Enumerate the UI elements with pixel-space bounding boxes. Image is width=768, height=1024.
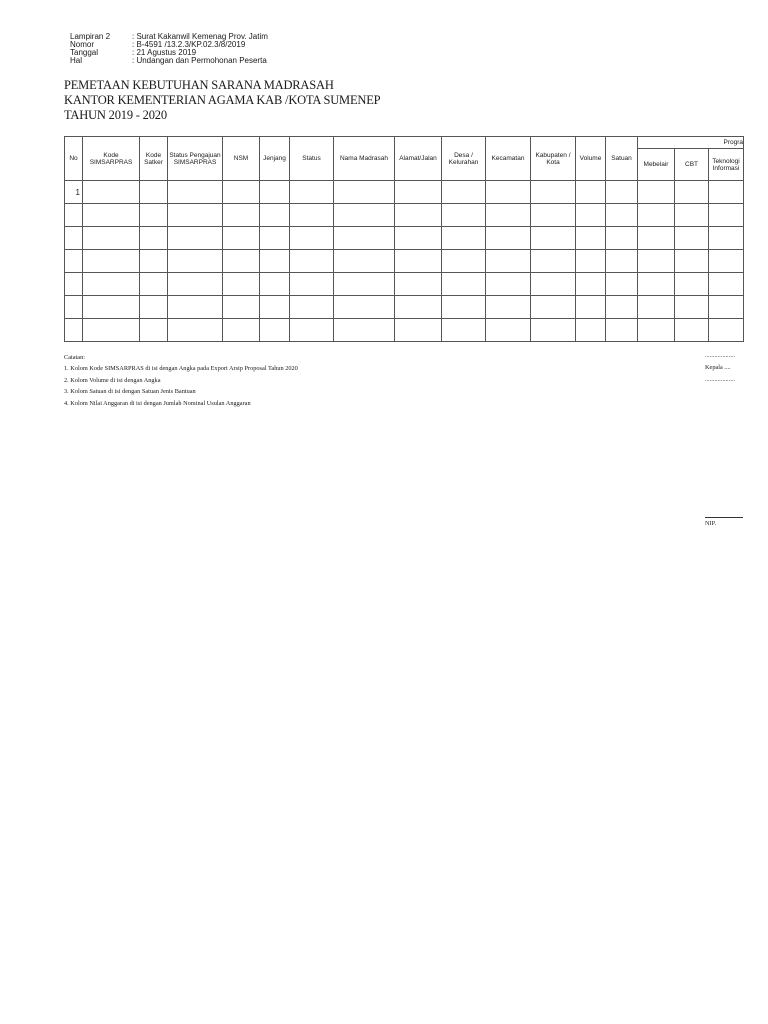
table-cell <box>675 181 709 204</box>
table-cell <box>140 181 168 204</box>
heading-title: PEMETAAN KEBUTUHAN SARANA MADRASAH <box>64 78 334 92</box>
table-cell <box>290 204 334 227</box>
signature-position: Kepala .... <box>705 364 731 371</box>
row-number <box>65 227 83 250</box>
heading-year: TAHUN 2019 - 2020 <box>64 108 167 122</box>
table-cell <box>531 250 576 273</box>
table-cell <box>709 319 744 342</box>
table-cell <box>531 319 576 342</box>
document-heading <box>64 78 380 123</box>
table-cell <box>442 319 486 342</box>
table-cell <box>140 319 168 342</box>
program-subheader: Mebelair <box>638 149 675 181</box>
table-cell <box>606 319 638 342</box>
table-cell <box>486 273 531 296</box>
table-cell <box>168 204 223 227</box>
table-row <box>65 250 744 273</box>
table-cell <box>83 181 140 204</box>
table-cell <box>334 250 395 273</box>
table-cell <box>531 273 576 296</box>
col-header: Status <box>290 137 334 181</box>
table-cell <box>638 204 675 227</box>
table-cell <box>83 273 140 296</box>
meta-value: : Undangan dan Permohonan Peserta <box>132 56 267 65</box>
table-cell <box>290 319 334 342</box>
table-row <box>65 204 744 227</box>
table-cell <box>168 181 223 204</box>
mapping-table <box>64 136 744 342</box>
table-cell <box>334 204 395 227</box>
table-cell <box>531 181 576 204</box>
table-cell <box>140 227 168 250</box>
table-cell <box>83 204 140 227</box>
table-row <box>65 319 744 342</box>
table-cell <box>576 227 606 250</box>
table-cell <box>395 296 442 319</box>
col-header: Kode Satker <box>140 137 168 181</box>
table-cell <box>576 296 606 319</box>
signature-place-date: ................... <box>705 352 735 359</box>
table-cell <box>260 204 290 227</box>
row-number: 1 <box>65 181 83 204</box>
table-cell <box>531 227 576 250</box>
table-cell <box>442 181 486 204</box>
table-cell <box>709 204 744 227</box>
table-cell <box>606 204 638 227</box>
table-cell <box>486 319 531 342</box>
table-cell <box>709 273 744 296</box>
table-row <box>65 296 744 319</box>
table-cell <box>260 250 290 273</box>
program-subheader: Teknologi Informasi <box>709 149 744 181</box>
col-header: No <box>65 137 83 181</box>
table-cell <box>531 204 576 227</box>
table-cell <box>442 250 486 273</box>
col-header: Volume <box>576 137 606 181</box>
heading-office: KANTOR KEMENTERIAN AGAMA KAB /KOTA SUMENEP <box>64 93 381 107</box>
col-header: Kode SIMSARPRAS <box>83 137 140 181</box>
letter-metadata <box>70 33 268 65</box>
note-item: 4. Kolom Nilai Anggaran di isi dengan Jumlah Nominal Usulan Anggaran <box>64 399 251 407</box>
table-cell <box>606 273 638 296</box>
meta-value: : Surat Kakanwil Kemenag Prov. Jatim <box>132 32 268 41</box>
row-number <box>65 250 83 273</box>
table-row <box>65 273 744 296</box>
table-cell <box>442 273 486 296</box>
meta-key: Nomor <box>70 40 95 49</box>
note-item: 2. Kolom Volume di isi dengan Angka <box>64 376 161 384</box>
table-cell <box>675 250 709 273</box>
table-cell <box>290 181 334 204</box>
table-cell <box>223 204 260 227</box>
table-cell <box>576 319 606 342</box>
table-cell <box>531 296 576 319</box>
program-subheader: CBT <box>675 149 709 181</box>
table-cell <box>395 319 442 342</box>
col-header: Nama Madrasah <box>334 137 395 181</box>
table-cell <box>290 273 334 296</box>
table-cell <box>168 319 223 342</box>
table-cell <box>140 296 168 319</box>
table-cell <box>223 181 260 204</box>
row-number <box>65 296 83 319</box>
meta-key: Lampiran 2 <box>70 32 111 41</box>
table-cell <box>675 296 709 319</box>
col-header: Kabupaten / Kota <box>531 137 576 181</box>
table-cell <box>675 204 709 227</box>
table-cell <box>606 181 638 204</box>
table-cell <box>260 181 290 204</box>
table-cell <box>83 296 140 319</box>
table-cell <box>260 273 290 296</box>
table-cell <box>395 181 442 204</box>
notes-title: Catatan: <box>64 354 85 361</box>
table-body <box>65 181 744 342</box>
table-cell <box>442 227 486 250</box>
table-cell <box>334 227 395 250</box>
row-number <box>65 319 83 342</box>
table-cell <box>260 319 290 342</box>
table-cell <box>638 250 675 273</box>
meta-value: : B-4591 /13.2.3/KP.02.3/8/2019 <box>132 40 246 49</box>
table-cell <box>334 181 395 204</box>
table-cell <box>576 273 606 296</box>
table-header <box>65 137 744 181</box>
table-cell <box>606 227 638 250</box>
table-cell <box>334 273 395 296</box>
col-header: NSM <box>223 137 260 181</box>
table-cell <box>709 296 744 319</box>
table-cell <box>709 227 744 250</box>
table-cell <box>290 250 334 273</box>
table-cell <box>334 319 395 342</box>
table-cell <box>486 181 531 204</box>
table-cell <box>168 296 223 319</box>
table-cell <box>576 181 606 204</box>
table-cell <box>140 273 168 296</box>
table-cell <box>395 204 442 227</box>
table-cell <box>83 227 140 250</box>
table-cell <box>168 227 223 250</box>
table-cell <box>675 273 709 296</box>
col-header: Alamat/Jalan <box>395 137 442 181</box>
signature-office: ................... <box>705 376 735 383</box>
table-cell <box>223 296 260 319</box>
table-cell <box>223 273 260 296</box>
table-cell <box>486 250 531 273</box>
note-item: 3. Kolom Satuan di isi dengan Satuan Jenis Bantuan <box>64 388 196 396</box>
table-cell <box>395 250 442 273</box>
table-cell <box>486 204 531 227</box>
table-cell <box>223 319 260 342</box>
table-cell <box>260 227 290 250</box>
table-cell <box>442 296 486 319</box>
meta-value: : 21 Agustus 2019 <box>132 48 197 57</box>
row-number <box>65 273 83 296</box>
table-cell <box>395 273 442 296</box>
notes-section <box>64 352 298 409</box>
signature-nip: NIP. <box>705 520 717 527</box>
table-cell <box>140 250 168 273</box>
table-cell <box>260 296 290 319</box>
table-row <box>65 227 744 250</box>
table-cell <box>576 204 606 227</box>
table-cell <box>606 296 638 319</box>
note-item: 1. Kolom Kode SIMSARPRAS di isi dengan Angka pada Export Arsip Proposal Tahun 2020 <box>64 365 298 373</box>
table-cell <box>83 319 140 342</box>
table-cell <box>395 227 442 250</box>
col-header: Kecamatan <box>486 137 531 181</box>
table-cell <box>709 181 744 204</box>
table-row <box>65 181 744 204</box>
table-cell <box>83 250 140 273</box>
table-cell <box>442 204 486 227</box>
col-header: Desa / Kelurahan <box>442 137 486 181</box>
table-cell <box>638 273 675 296</box>
meta-key: Hal <box>70 56 83 65</box>
col-header: Jenjang <box>260 137 290 181</box>
table-cell <box>290 296 334 319</box>
table-cell <box>638 227 675 250</box>
table-cell <box>638 319 675 342</box>
table-cell <box>638 181 675 204</box>
table-cell <box>675 319 709 342</box>
meta-key: Tanggal <box>70 48 99 57</box>
col-header: Status Pengajuan SIMSARPRAS <box>168 137 223 181</box>
table-cell <box>168 250 223 273</box>
table-cell <box>168 273 223 296</box>
table-cell <box>290 227 334 250</box>
table-cell <box>675 227 709 250</box>
table-cell <box>709 250 744 273</box>
row-number <box>65 204 83 227</box>
table-cell <box>638 296 675 319</box>
meta-row-hal <box>70 57 268 65</box>
table-cell <box>223 250 260 273</box>
table-cell <box>334 296 395 319</box>
col-header: Satuan <box>606 137 638 181</box>
table-cell <box>486 296 531 319</box>
table-cell <box>486 227 531 250</box>
table-cell <box>140 204 168 227</box>
table-cell <box>223 227 260 250</box>
table-cell <box>576 250 606 273</box>
program-group-header: Progra <box>638 137 744 149</box>
table-cell <box>606 250 638 273</box>
signature-line <box>705 517 743 518</box>
